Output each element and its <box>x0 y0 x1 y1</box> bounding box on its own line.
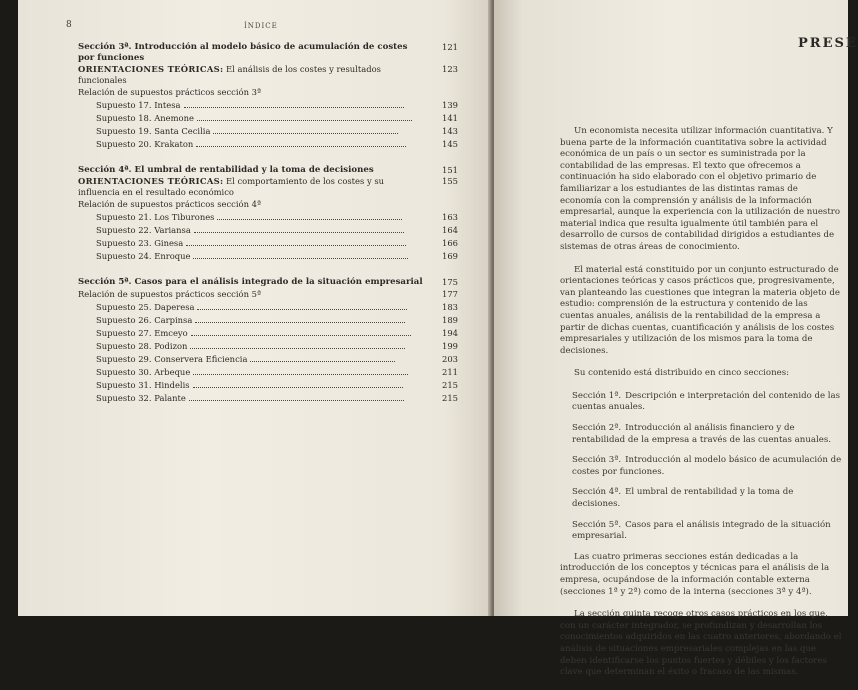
entry-label: Supuesto 31. <box>96 380 152 390</box>
list-item <box>572 487 842 510</box>
entry-name: Variansa <box>154 225 191 235</box>
dot-leader <box>193 386 403 388</box>
dot-leader <box>186 244 406 246</box>
page-ref: 215 <box>442 393 458 403</box>
dot-leader <box>193 257 408 259</box>
page-ref: 139 <box>442 100 458 110</box>
item-label: Sección 5ª. <box>572 519 622 530</box>
toc-entry <box>78 353 458 366</box>
entry-name: Palante <box>154 393 186 403</box>
entry-label: Supuesto 32. <box>96 393 152 403</box>
right-page <box>494 0 858 678</box>
dot-leader <box>195 321 405 323</box>
list-item <box>572 391 842 414</box>
item-label: Sección 3ª. <box>572 455 622 466</box>
entry-name: Podizon <box>154 341 188 351</box>
toc-section-title <box>78 165 458 176</box>
orientaciones-label: ORIENTACIONES TEÓRICAS: <box>78 64 224 74</box>
section-title-text: Sección 4ª. El umbral de rentabilidad y la toma de decisiones <box>78 165 374 175</box>
page-ref: 175 <box>442 277 458 287</box>
entry-label: Supuesto 26. <box>96 315 152 325</box>
toc-entry <box>78 99 458 112</box>
entry-name: Arbeque <box>154 367 191 377</box>
item-text: Introducción al análisis financiero y de rentabilidad de la empresa a través de las cuentas anuales. <box>572 423 831 445</box>
toc-orientaciones <box>78 64 458 86</box>
toc-entry <box>78 379 458 392</box>
entry-name: Daperesa <box>154 302 195 312</box>
entry-label: Supuesto 20. <box>96 139 152 149</box>
paragraph: La sección quinta recoge otros casos prácticos en los que, con un carácter integrador, se profundizan y desarrollan los conocimientos adquiridos en las cuatro anteriores, abordando el análisis de situaciones empresariales complejas en las que deben identificarse los puntos fuertes y débiles y los factores clave que determinan el éxito o fracaso de las mismas. <box>560 609 842 678</box>
entry-label: Supuesto 22. <box>96 225 152 235</box>
entry-label: Supuesto 19. <box>96 126 152 136</box>
presentation-text <box>560 126 842 690</box>
toc-entry <box>78 224 458 237</box>
entry-name: Conservera Eficiencia <box>154 354 248 364</box>
dot-leader <box>217 218 402 220</box>
toc-entry <box>78 237 458 250</box>
page-number: 8 <box>66 20 72 30</box>
entry-name: Hindelis <box>154 380 190 390</box>
entry-label: Supuesto 21. <box>96 212 152 222</box>
entry-label: Supuesto 24. <box>96 251 152 261</box>
page-ref: 215 <box>442 380 458 390</box>
toc-entry <box>78 112 458 125</box>
section-gap <box>78 151 458 165</box>
entry-name: Intesa <box>154 100 181 110</box>
item-label: Sección 2ª. <box>572 423 622 434</box>
entry-name: Anemone <box>154 113 194 123</box>
page-ref: 169 <box>442 251 458 261</box>
dot-leader <box>250 360 395 362</box>
dot-leader <box>196 145 406 147</box>
toc-relacion <box>78 86 458 99</box>
dot-leader <box>197 119 412 121</box>
item-text: Casos para el análisis integrado de la situación empresarial. <box>572 519 831 542</box>
paragraph: Un economista necesita utilizar información cuantitativa. Y buena parte de la información cuantitativa sobre la actividad económica de un país o un sector es suministrada por la contabilidad de las empresas. El texto que ofrecemos a continuación ha sido elaborado con el objetivo primario de familiarizar a los estudiantes de las distintas ramas de economía con la comprensión y análisis de la información empresarial, aunque la experiencia con la utilización de nuestro material indica que resulta igualmente útil también para el desarrollo de cursos de contabilidad dirigidos a estudiantes de sistemas de otras áreas de conocimiento. <box>560 126 841 252</box>
entry-label: Supuesto 25. <box>96 302 152 312</box>
page-ref: 183 <box>442 302 458 312</box>
entry-name: Krakaton <box>154 139 194 149</box>
entry-name: Santa Cecilia <box>154 126 211 136</box>
entry-label: Supuesto 17. <box>96 100 152 110</box>
relacion-text: Relación de supuestos prácticos sección 4ª <box>78 199 261 209</box>
page-ref: 143 <box>442 126 458 136</box>
entry-name: Emceyo <box>154 328 188 338</box>
relacion-text: Relación de supuestos prácticos sección 3ª <box>78 87 261 97</box>
entry-label: Supuesto 29. <box>96 354 152 364</box>
item-text: Descripción e interpretación del contenido de las cuentas anuales. <box>572 390 841 413</box>
section-gap <box>78 263 458 277</box>
toc-relacion <box>78 288 458 301</box>
page-ref: 163 <box>442 212 458 222</box>
page-ref: 177 <box>442 289 458 299</box>
page-ref: 199 <box>442 341 458 351</box>
page-ref: 141 <box>442 113 458 123</box>
entry-label: Supuesto 18. <box>96 113 152 123</box>
list-item <box>572 423 842 446</box>
dot-leader <box>197 308 407 310</box>
page-ref: 194 <box>442 328 458 338</box>
dot-leader <box>194 231 404 233</box>
section-title-text: Sección 3ª. Introducción al modelo básico de acumulación de costes por funciones <box>78 42 408 63</box>
relacion-text: Relación de supuestos prácticos sección 5ª <box>78 289 261 299</box>
toc-entry <box>78 211 458 224</box>
toc-entry <box>78 250 458 263</box>
list-item <box>572 455 842 478</box>
paragraph: El material está constituido por un conjunto estructurado de orientaciones teóricas y casos prácticos que, progresivamente, van planteando las cuestiones que integran la materia objeto de estudio: comprensión de la estructura y contenido de las cuentas anuales, análisis de la rentabilidad de la empresa a partir de dichas cuentas, cuantificación y análisis de los costes empresariales y utilización de los mismos para la toma de decisiones. <box>560 264 840 356</box>
entry-label: Supuesto 23. <box>96 238 152 248</box>
orientaciones-label: ORIENTACIONES TEÓRICAS: <box>78 176 224 186</box>
orientaciones-text: El comportamiento de los costes y su influencia en el resultado económico <box>78 176 385 197</box>
item-text: El umbral de rentabilidad y la toma de decisiones. <box>572 487 794 510</box>
page-ref: 166 <box>442 238 458 248</box>
dot-leader <box>184 106 404 108</box>
entry-label: Supuesto 30. <box>96 367 152 377</box>
toc-entry <box>78 301 458 314</box>
item-label: Sección 4ª. <box>572 487 622 498</box>
toc-entry <box>78 366 458 379</box>
toc-entry <box>78 125 458 138</box>
entry-label: Supuesto 27. <box>96 328 152 338</box>
page-ref: 155 <box>442 176 458 186</box>
page-ref: 145 <box>442 139 458 149</box>
list-item <box>572 520 842 543</box>
entry-name: Enroque <box>154 251 191 261</box>
page-ref: 189 <box>442 315 458 325</box>
entry-label: Supuesto 28. <box>96 341 152 351</box>
page-ref: 203 <box>442 354 458 364</box>
dot-leader <box>213 132 398 134</box>
item-label: Sección 1ª. <box>572 390 622 401</box>
page-ref: 211 <box>442 367 458 377</box>
page-ref: 164 <box>442 225 458 235</box>
dot-leader <box>190 347 405 349</box>
dot-leader <box>189 399 404 401</box>
toc-section-title <box>78 42 458 64</box>
page-ref: 151 <box>442 165 458 175</box>
paragraph: Las cuatro primeras secciones están dedicadas a la introducción de los conceptos y técnicas para el análisis de la empresa, ocupándose de la información contable externa (secciones 1ª y 2ª) como de la interna (secciones 3ª y 4ª). <box>560 551 830 597</box>
toc-entry <box>78 340 458 353</box>
entry-name: Ginesa <box>154 238 184 248</box>
toc-entry <box>78 138 458 151</box>
toc-entry <box>78 327 458 340</box>
toc-orientaciones <box>78 176 458 198</box>
dot-leader <box>193 373 408 375</box>
page-ref: 123 <box>442 64 458 74</box>
page-ref: 121 <box>442 42 458 52</box>
entry-name: Carpinsa <box>154 315 193 325</box>
item-text: Introducción al modelo básico de acumulación de costes por funciones. <box>572 455 842 477</box>
toc-section-title <box>78 277 458 288</box>
content-intro: Su contenido está distribuido en cinco secciones: <box>574 368 790 379</box>
orientaciones-text: El análisis de los costes y resultados funcionales <box>78 64 381 85</box>
toc-relacion <box>78 198 458 211</box>
running-head: ÍNDICE <box>244 22 278 30</box>
running-head-right: PRESE <box>798 36 858 51</box>
left-page <box>18 0 492 616</box>
toc-entry <box>78 314 458 327</box>
dot-leader <box>191 334 411 336</box>
table-of-contents <box>78 42 458 405</box>
section-title-text: Sección 5ª. Casos para el análisis integrado de la situación empresarial <box>78 277 423 287</box>
entry-name: Los Tiburones <box>154 212 215 222</box>
toc-entry <box>78 392 458 405</box>
